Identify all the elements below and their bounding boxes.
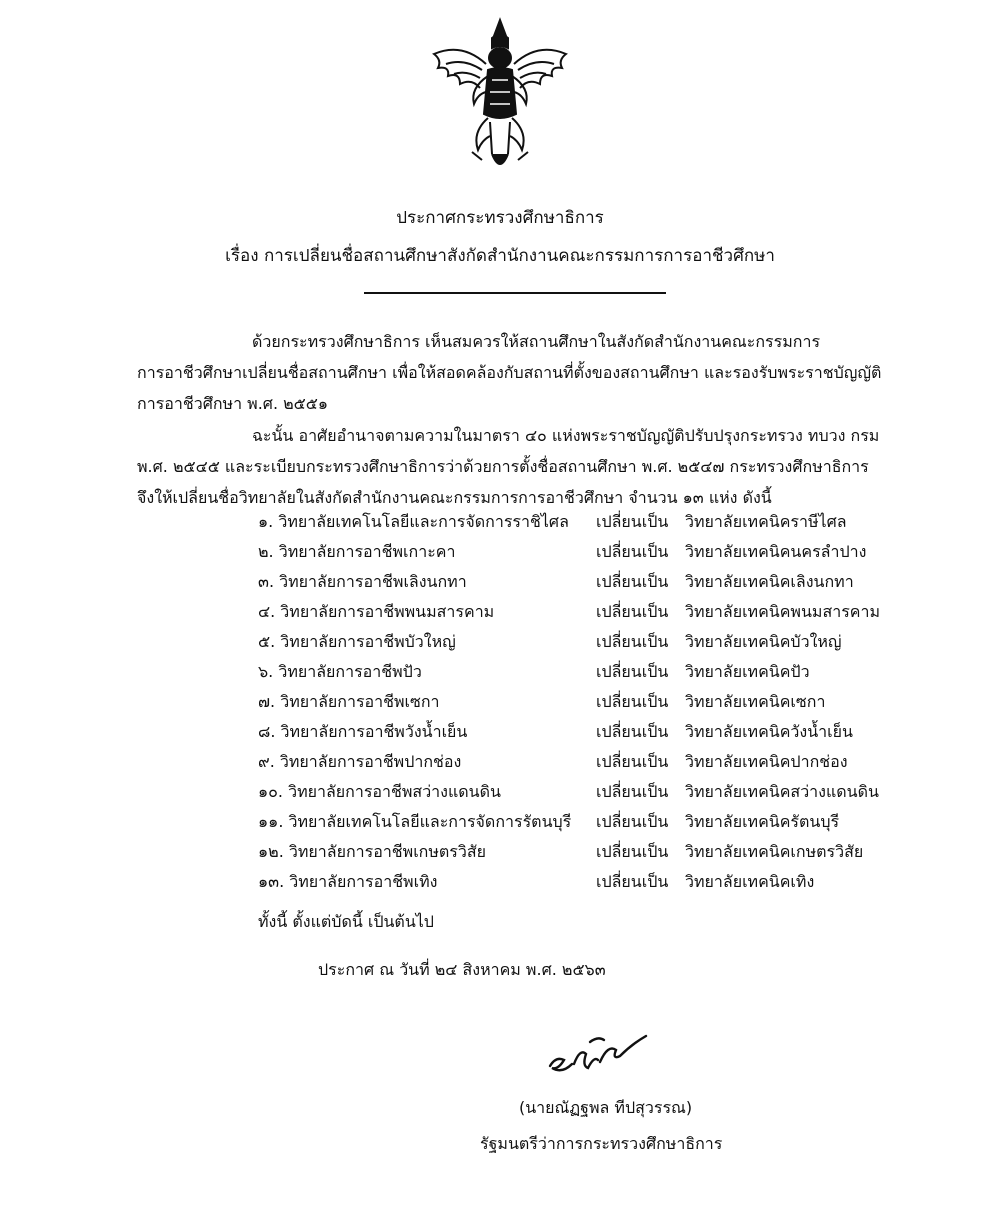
- change-verb: เปลี่ยนเป็น: [596, 512, 669, 531]
- paragraph-intro-line: ด้วยกระทรวงศึกษาธิการ เห็นสมควรให้สถานศึกษาในสังกัดสำนักงานคณะกรรมการ: [252, 332, 821, 351]
- old-college-name: ๑๓. วิทยาลัยการอาชีพเทิง: [258, 872, 438, 891]
- old-college-name: ๑๒. วิทยาลัยการอาชีพเกษตรวิสัย: [258, 842, 487, 861]
- signer-position: รัฐมนตรีว่าการกระทรวงศึกษาธิการ: [480, 1134, 723, 1153]
- change-verb: เปลี่ยนเป็น: [596, 812, 669, 831]
- new-college-name: วิทยาลัยเทคนิคบัวใหญ่: [685, 632, 842, 651]
- change-verb: เปลี่ยนเป็น: [596, 632, 669, 651]
- old-college-name: ๑๐. วิทยาลัยการอาชีพสว่างแดนดิน: [258, 782, 501, 801]
- new-college-name: วิทยาลัยเทคนิคเกษตรวิสัย: [685, 842, 864, 861]
- handwritten-signature: [542, 1030, 652, 1080]
- change-verb: เปลี่ยนเป็น: [596, 722, 669, 741]
- old-college-name: ๒. วิทยาลัยการอาชีพเกาะคา: [258, 542, 456, 561]
- old-college-name: ๑๑. วิทยาลัยเทคโนโลยีและการจัดการรัตนบุรี: [258, 812, 572, 831]
- document-subject: เรื่อง การเปลี่ยนชื่อสถานศึกษาสังกัดสำนักงานคณะกรรมการการอาชีวศึกษา: [225, 246, 775, 266]
- new-college-name: วิทยาลัยเทคนิควังน้ำเย็น: [685, 722, 853, 741]
- old-college-name: ๖. วิทยาลัยการอาชีพปัว: [258, 662, 422, 681]
- old-college-name: ๙. วิทยาลัยการอาชีพปากช่อง: [258, 752, 462, 771]
- old-college-name: ๓. วิทยาลัยการอาชีพเลิงนกทา: [258, 572, 467, 591]
- change-verb: เปลี่ยนเป็น: [596, 692, 669, 711]
- effective-date-text: ทั้งนี้ ตั้งแต่บัดนี้ เป็นต้นไป: [258, 912, 434, 931]
- change-verb: เปลี่ยนเป็น: [596, 662, 669, 681]
- old-college-name: ๔. วิทยาลัยการอาชีพพนมสารคาม: [258, 602, 495, 621]
- new-college-name: วิทยาลัยเทคนิคปากช่อง: [685, 752, 848, 771]
- new-college-name: วิทยาลัยเทคนิคเทิง: [685, 872, 815, 891]
- paragraph-intro: [137, 326, 937, 419]
- new-college-name: วิทยาลัยเทคนิคพนมสารคาม: [685, 602, 881, 621]
- old-college-name: ๘. วิทยาลัยการอาชีพวังน้ำเย็น: [258, 722, 468, 741]
- change-verb: เปลี่ยนเป็น: [596, 602, 669, 621]
- paragraph-authority-line: ฉะนั้น อาศัยอำนาจตามความในมาตรา ๔๐ แห่งพระราชบัญญัติปรับปรุงกระทรวง ทบวง กรม: [252, 426, 880, 445]
- new-college-name: วิทยาลัยเทคนิคปัว: [685, 662, 810, 681]
- old-college-name: ๗. วิทยาลัยการอาชีพเซกา: [258, 692, 440, 711]
- change-verb: เปลี่ยนเป็น: [596, 752, 669, 771]
- document-title: ประกาศกระทรวงศึกษาธิการ: [396, 208, 604, 228]
- garuda-emblem-icon: [422, 14, 578, 176]
- paragraph-authority: [137, 420, 937, 513]
- signer-name: (นายณัฏฐพล ทีปสุวรรณ): [519, 1098, 693, 1117]
- new-college-name: วิทยาลัยเทคนิครัตนบุรี: [685, 812, 840, 831]
- change-verb: เปลี่ยนเป็น: [596, 572, 669, 591]
- announcement-date: ประกาศ ณ วันที่ ๒๔ สิงหาคม พ.ศ. ๒๕๖๓: [318, 960, 606, 979]
- paragraph-authority-line: พ.ศ. ๒๕๔๕ และระเบียบกระทรวงศึกษาธิการว่าด้วยการตั้งชื่อสถานศึกษา พ.ศ. ๒๕๔๗ กระทรวงศึกษาธิการ: [137, 457, 869, 476]
- paragraph-intro-line: การอาชีวศึกษา พ.ศ. ๒๕๕๑: [137, 394, 329, 413]
- new-college-name: วิทยาลัยเทคนิคสว่างแดนดิน: [685, 782, 879, 801]
- paragraph-authority-line: จึงให้เปลี่ยนชื่อวิทยาลัยในสังกัดสำนักงานคณะกรรมการการอาชีวศึกษา จำนวน ๑๓ แห่ง ดังนี้: [137, 488, 772, 507]
- change-verb: เปลี่ยนเป็น: [596, 542, 669, 561]
- old-college-name: ๕. วิทยาลัยการอาชีพบัวใหญ่: [258, 632, 456, 651]
- change-verb: เปลี่ยนเป็น: [596, 842, 669, 861]
- change-verb: เปลี่ยนเป็น: [596, 782, 669, 801]
- new-college-name: วิทยาลัยเทคนิคนครลำปาง: [685, 542, 867, 561]
- paragraph-intro-line: การอาชีวศึกษาเปลี่ยนชื่อสถานศึกษา เพื่อให้สอดคล้องกับสถานที่ตั้งของสถานศึกษา และรองรับพระราชบัญญัติ: [137, 363, 882, 382]
- title-divider: [364, 292, 666, 294]
- new-college-name: วิทยาลัยเทคนิคเลิงนกทา: [685, 572, 854, 591]
- new-college-name: วิทยาลัยเทคนิคเซกา: [685, 692, 826, 711]
- old-college-name: ๑. วิทยาลัยเทคโนโลยีและการจัดการราชิไศล: [258, 512, 569, 531]
- change-verb: เปลี่ยนเป็น: [596, 872, 669, 891]
- new-college-name: วิทยาลัยเทคนิคราษีไศล: [685, 512, 847, 531]
